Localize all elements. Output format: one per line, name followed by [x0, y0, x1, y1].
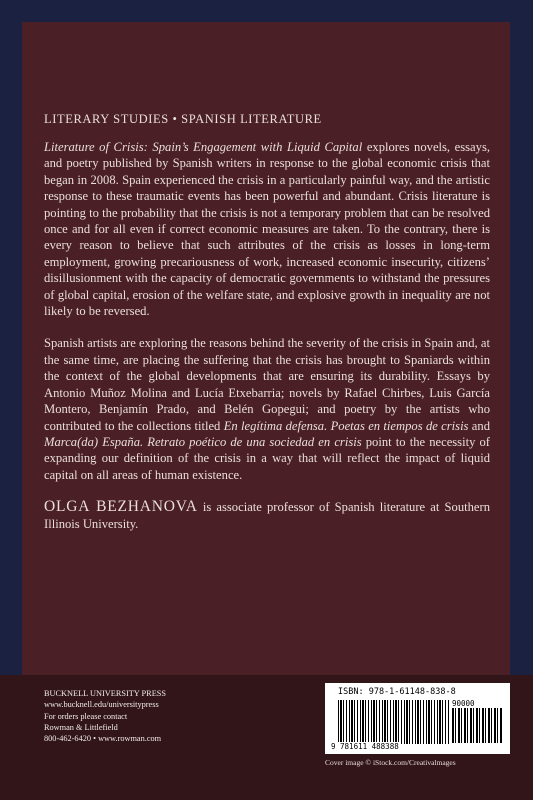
author-bio-text: is associate professor of Spanish literature at Southern Illinois University.	[44, 500, 490, 531]
collection-title-1: En legítima defensa. Poetas en tiempos de crisis	[223, 418, 469, 433]
book-title: Literature of Crisis: Spain’s Engagement with Liquid Capital	[44, 140, 363, 154]
publisher-info	[44, 688, 166, 744]
description-text-2a: Spanish artists are exploring the reasons behind the severity of the crisis in Spain and, at the same time, are placing the suffering that the crisis has brought to Spaniards within the context of the global developments that are ensuring its durability. Essays by Antonio Muñoz Molina and Lucía Etxebarria; novels by Rafael Chirbes, Luis García Montero, Benjamín Prado, and Belén Gopegui; and poetry by the artists who contributed to the collections titled	[44, 336, 490, 433]
category-heading: LITERARY STUDIES • SPANISH LITERATURE	[44, 112, 322, 126]
author-name: OLGA BEZHANOVA	[44, 498, 198, 516]
distributor-name: Rowman & Littlefield	[44, 722, 118, 732]
description-text-1: explores novels, essays, and poetry published by Spanish writers in response to the global economic crisis that began in 2008. Spain experienced the crisis in a particularly painful way, and the artistic response to these traumatic events has been powerful and abundant. Crisis literature is pointing to the probability that the crisis is not a temporary problem that can be resolved once and for all even if correct economic measures are taken. To the contrary, there is every reason to believe that such attributes of the crisis as losses in long-term employment, growing precariousness of work, increased economic insecurity, citizens’ disillusionment with the capacity of democratic governments to withstand the pressures of global capital, erosion of the welfare state, and explosive growth in inequality are not likely to be reversed.	[44, 140, 490, 319]
description-paragraph-2	[44, 335, 490, 483]
addon-barcode-bars	[452, 708, 502, 743]
ean-barcode-bars	[338, 700, 450, 744]
back-cover-text	[44, 112, 490, 532]
barcode-digits: 9 781611 488388	[331, 742, 399, 751]
isbn-label: ISBN: 978-1-61148-838-8	[338, 687, 456, 697]
author-bio	[44, 499, 490, 532]
description-text-2c: point to the necessity of expanding our definition of the crisis in a way that will reflect the impact of liquid capital on all areas of human existence.	[44, 434, 490, 482]
price-code: 90000	[452, 699, 475, 708]
distributor-contact: 800-462-6420 • www.rowman.com	[44, 734, 162, 744]
description-paragraph-1	[44, 139, 490, 319]
image-credit: Cover image © iStock.com/Creativalmages	[325, 758, 456, 767]
publisher-url: www.bucknell.edu/universitypress	[44, 700, 159, 710]
description-text-2b: and	[468, 418, 490, 433]
publisher-name: BUCKNELL UNIVERSITY PRESS	[44, 689, 167, 698]
orders-note: For orders please contact	[44, 711, 128, 721]
collection-title-2: Marca(da) España. Retrato poético de una sociedad en crisis	[44, 434, 362, 449]
barcode	[325, 683, 510, 754]
